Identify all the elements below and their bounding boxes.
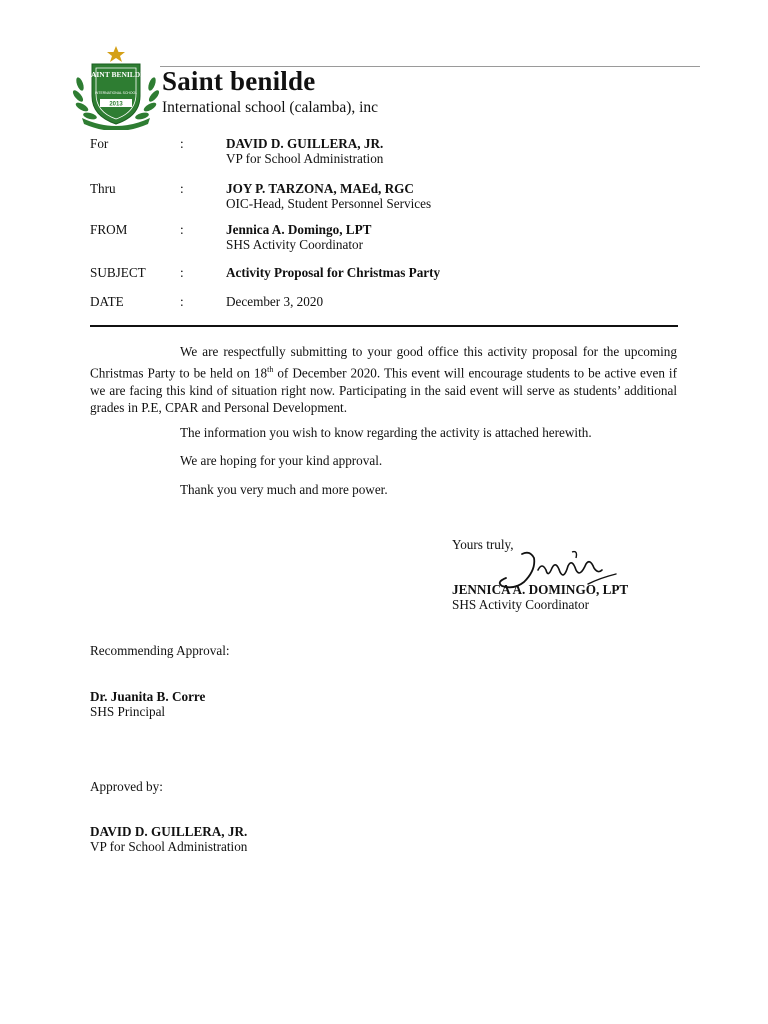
- memo-label: Thru: [90, 181, 116, 196]
- closing-salutation: Yours truly,: [452, 537, 514, 552]
- memo-colon: :: [180, 181, 184, 196]
- date-value: December 3, 2020: [226, 294, 324, 309]
- body-paragraph-1: [90, 343, 677, 417]
- memo-label: SUBJECT: [90, 265, 146, 280]
- svg-text:2013: 2013: [109, 101, 123, 108]
- signatory-title: SHS Activity Coordinator: [452, 597, 590, 612]
- school-name: Saint benilde: [162, 66, 316, 96]
- body-paragraph-3: We are hoping for your kind approval.: [180, 453, 383, 468]
- approved-label: Approved by:: [90, 779, 163, 794]
- memo-colon: :: [180, 222, 184, 237]
- memo-value: [226, 136, 706, 166]
- svg-text:SAINT BENILDE: SAINT BENILDE: [86, 70, 146, 79]
- recipient-title: VP for School Administration: [226, 151, 384, 166]
- subject-value: Activity Proposal for Christmas Party: [226, 265, 441, 280]
- thru-name: JOY P. TARZONA, MAEd, RGC: [226, 181, 414, 196]
- header-divider: [90, 325, 678, 327]
- ordinal-suffix: th: [267, 364, 274, 374]
- memo-colon: :: [180, 265, 184, 280]
- memo-value: [226, 181, 706, 211]
- approver-name: DAVID D. GUILLERA, JR.: [90, 824, 248, 839]
- memo-label: DATE: [90, 294, 124, 309]
- paragraph-text: We are respectfully submitting to your good office this activity proposal for the upcoming Christmas Party to be held on 18: [90, 344, 677, 380]
- memo-value: [226, 222, 706, 252]
- body-paragraph-4: Thank you very much and more power.: [180, 482, 388, 497]
- paragraph-text: of December 2020. This event will encourage students to be active even if we are facing this kind of situation right now. Participating in the said event will serve as students’ additional grades in P.E, CPAR and Personal Development.: [90, 364, 677, 416]
- recommender-name: Dr. Juanita B. Corre: [90, 689, 206, 704]
- memo-colon: :: [180, 136, 184, 151]
- approver-title: VP for School Administration: [90, 839, 248, 854]
- svg-text:INTERNATIONAL SCHOOL: INTERNATIONAL SCHOOL: [94, 91, 138, 95]
- sender-title: SHS Activity Coordinator: [226, 237, 364, 252]
- recipient-name: DAVID D. GUILLERA, JR.: [226, 136, 384, 151]
- signatory-name: JENNICA A. DOMINGO, LPT: [452, 582, 629, 597]
- memo-colon: :: [180, 294, 184, 309]
- school-seal-logo: [70, 44, 162, 130]
- memo-label: FROM: [90, 222, 128, 237]
- recommender-title: SHS Principal: [90, 704, 166, 719]
- sender-name: Jennica A. Domingo, LPT: [226, 222, 372, 237]
- handwritten-signature: [494, 548, 622, 592]
- memo-label: For: [90, 136, 109, 151]
- body-paragraph-2: The information you wish to know regarding the activity is attached herewith.: [180, 425, 592, 440]
- thru-title: OIC-Head, Student Personnel Services: [226, 196, 432, 211]
- recommending-label: Recommending Approval:: [90, 643, 230, 658]
- school-subtitle: International school (calamba), inc: [162, 99, 379, 116]
